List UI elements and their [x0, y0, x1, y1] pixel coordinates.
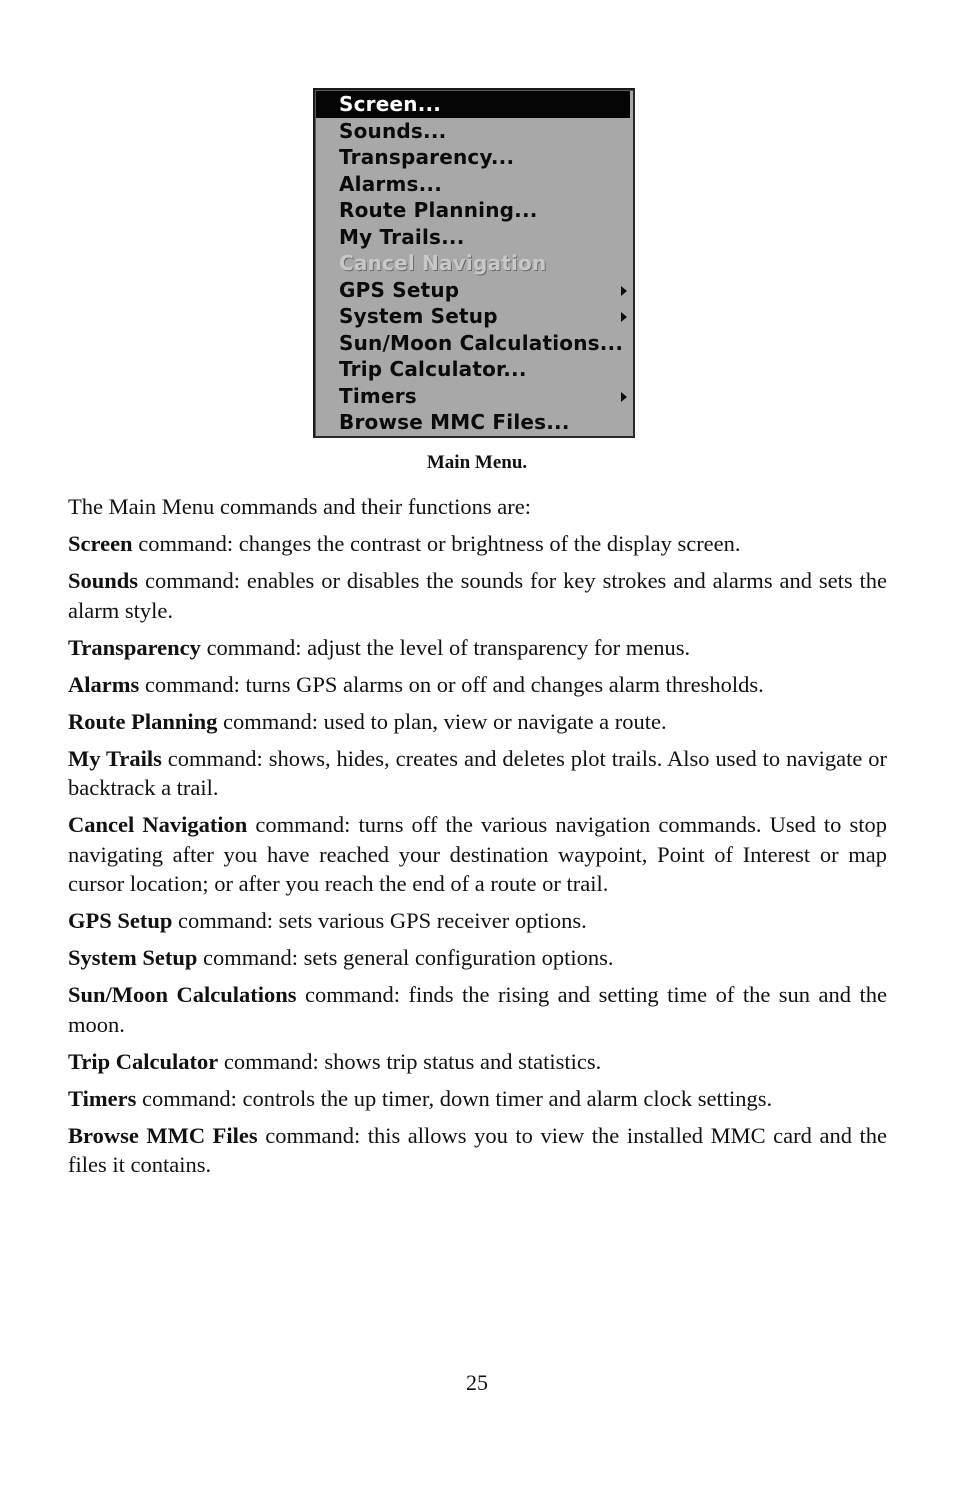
submenu-arrow-icon [621, 312, 627, 322]
menu-item-sun-moon-calculations[interactable] [315, 330, 633, 357]
command-paragraph-gps-setup [68, 906, 887, 936]
command-description: command: adjust the level of transparency for menus. [200, 634, 691, 660]
command-description: command: changes the contrast or brightness of the display screen. [132, 531, 741, 556]
submenu-arrow-icon [621, 392, 627, 402]
menu-item-label: Timers [339, 383, 417, 408]
command-term: System Setup [68, 945, 198, 970]
command-description: command: finds the rising and setting time of the sun and the moon. [68, 982, 887, 1037]
command-paragraph-my-trails [68, 744, 887, 803]
command-term: Sounds [68, 568, 139, 593]
menu-item-screen[interactable] [316, 91, 630, 118]
intro-paragraph: The Main Menu commands and their functions are: [68, 494, 531, 519]
command-term: Alarms [68, 671, 140, 697]
menu-item-label: Sounds... [339, 118, 447, 143]
menu-item-my-trails[interactable] [315, 224, 633, 251]
command-description: command: sets various GPS receiver options. [172, 908, 587, 933]
command-paragraph-sun-moon-calculations [68, 980, 887, 1039]
command-description: command: controls the up timer, down timer and alarm clock settings. [136, 1085, 773, 1111]
main-menu-screenshot [313, 88, 635, 438]
command-descriptions [68, 492, 887, 1187]
menu-item-gps-setup[interactable] [315, 277, 633, 304]
submenu-arrow-icon [621, 286, 627, 296]
command-term: GPS Setup [68, 908, 173, 933]
menu-item-alarms[interactable] [315, 171, 633, 198]
command-description: command: this allows you to view the installed MMC card and the files it contains. [68, 1122, 887, 1177]
command-term: Transparency [68, 634, 201, 660]
menu-item-label: Cancel Navigation [339, 251, 547, 275]
menu-item-label: Alarms... [339, 171, 443, 196]
menu-item-sounds[interactable] [315, 118, 633, 145]
menu-item-cancel-navigation [315, 250, 633, 277]
command-paragraph-browse-mmc-files [68, 1121, 887, 1180]
menu-item-label: Browse MMC Files... [339, 410, 570, 434]
command-paragraph-alarms [68, 670, 887, 700]
menu-item-label: GPS Setup [339, 277, 460, 302]
command-description: command: turns GPS alarms on or off and changes alarm thresholds. [139, 671, 764, 697]
command-term: My Trails [68, 745, 162, 771]
menu-item-label: My Trails... [339, 224, 465, 249]
command-description: command: enables or disables the sounds for key strokes and alarms and sets the alarm style. [68, 568, 887, 623]
command-description: command: sets general configuration options. [197, 945, 614, 970]
command-paragraph-system-setup [68, 943, 887, 973]
command-description: command: shows trip status and statistics. [218, 1048, 602, 1074]
command-description: command: shows, hides, creates and deletes plot trails. Also used to navigate or backtrack a trail. [68, 745, 887, 800]
command-paragraph-sounds [68, 566, 887, 625]
menu-item-label: Sun/Moon Calculations... [339, 330, 624, 355]
command-paragraph-cancel-navigation [68, 810, 887, 899]
menu-item-timers[interactable] [315, 383, 633, 410]
menu-item-browse-mmc-files[interactable] [315, 409, 633, 436]
menu-item-label: Transparency... [339, 145, 515, 169]
command-paragraph-route-planning [68, 707, 887, 737]
page-number: 25 [466, 1370, 488, 1395]
command-term: Trip Calculator [68, 1048, 219, 1074]
figure-caption: Main Menu. [426, 452, 528, 473]
menu-item-label: Trip Calculator... [339, 357, 527, 381]
menu-item-trip-calculator[interactable] [315, 356, 633, 383]
command-term: Timers [68, 1085, 137, 1111]
menu-item-label: System Setup [339, 304, 498, 328]
command-term: Route Planning [68, 708, 218, 734]
command-paragraph-timers [68, 1084, 887, 1114]
menu-item-transparency[interactable] [315, 144, 633, 171]
command-term: Cancel Navigation [68, 812, 248, 837]
command-description: command: turns off the various navigation commands. Used to stop navigating after you have reached your destination waypoint, Point of Interest or map cursor location; or after you reach the end of a route or trail. [68, 812, 887, 896]
command-term: Sun/Moon Calculations [68, 982, 297, 1007]
command-term: Browse MMC Files [68, 1122, 258, 1148]
menu-item-route-planning[interactable] [315, 197, 633, 224]
command-paragraph-trip-calculator [68, 1047, 887, 1077]
command-paragraph-transparency [68, 633, 887, 663]
menu-item-system-setup[interactable] [315, 303, 633, 330]
menu-item-label: Screen... [339, 92, 442, 116]
command-paragraph-screen [68, 529, 887, 559]
command-term: Screen [68, 531, 133, 556]
command-description: command: used to plan, view or navigate a route. [217, 708, 667, 734]
menu-item-label: Route Planning... [339, 198, 538, 222]
